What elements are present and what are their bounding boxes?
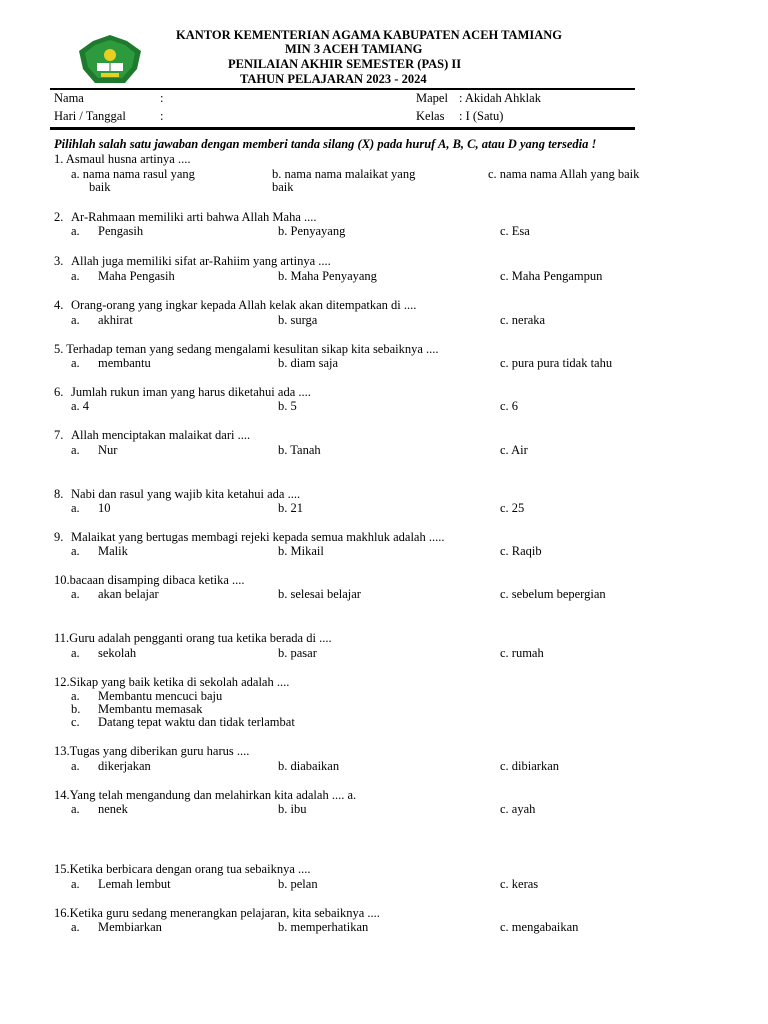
q2-option-c: c. Esa <box>500 224 530 238</box>
q16-option-a: Membiarkan <box>98 920 162 934</box>
question-4: Orang-orang yang ingkar kepada Allah kelak akan ditempatkan di .... <box>71 298 417 312</box>
q8-number: 8. <box>54 487 64 501</box>
q15-option-c: c. keras <box>500 877 539 891</box>
q2-option-a: Pengasih <box>98 224 144 238</box>
q15-option-a: Lemah lembut <box>98 877 171 891</box>
q3-option-a: Maha Pengasih <box>98 269 175 283</box>
mapel-value: : Akidah Ahklak <box>459 91 541 105</box>
q12-option-b-letter: b. <box>71 702 81 716</box>
header-exam: PENILAIAN AKHIR SEMESTER (PAS) II <box>228 57 462 71</box>
nama-colon: : <box>160 91 164 105</box>
question-3: Allah juga memiliki sifat ar-Rahiim yang artinya .... <box>71 254 331 268</box>
q1-option-b-cont: baik <box>272 180 294 194</box>
q11-option-a-letter: a. <box>71 646 80 660</box>
question-9: Malaikat yang bertugas membagi rejeki kepada semua makhluk adalah ..... <box>71 530 445 544</box>
q16-option-c: c. mengabaikan <box>500 920 579 934</box>
question-7: Allah menciptakan malaikat dari .... <box>71 428 251 442</box>
kelas-value: : I (Satu) <box>459 109 504 123</box>
q13-option-b: b. diabaikan <box>278 759 340 773</box>
q14-option-c: c. ayah <box>500 802 536 816</box>
q5-option-a: membantu <box>98 356 151 370</box>
question-1: 1. Asmaul husna artinya .... <box>54 152 191 166</box>
question-16: 16.Ketika guru sedang menerangkan pelajaran, kita sebaiknya .... <box>54 906 380 920</box>
header-rule-top <box>50 88 635 90</box>
q13-option-a: dikerjakan <box>98 759 151 773</box>
tanggal-label: Hari / Tanggal <box>54 109 126 123</box>
q6-option-a: a. 4 <box>71 399 90 413</box>
q1-option-a-cont: baik <box>89 180 111 194</box>
q8-option-a: 10 <box>98 501 111 515</box>
q10-option-b: b. selesai belajar <box>278 587 361 601</box>
q7-option-a: Nur <box>98 443 118 457</box>
q8-option-a-letter: a. <box>71 501 80 515</box>
q6-option-c: c. 6 <box>500 399 519 413</box>
q3-option-c: c. Maha Pengampun <box>500 269 603 283</box>
q15-option-a-letter: a. <box>71 877 80 891</box>
q5-option-c: c. pura pura tidak tahu <box>500 356 613 370</box>
header-school: MIN 3 ACEH TAMIANG <box>285 42 423 56</box>
q14-option-a-letter: a. <box>71 802 80 816</box>
question-15: 15.Ketika berbicara dengan orang tua sebaiknya .... <box>54 862 311 876</box>
q15-option-b: b. pelan <box>278 877 318 891</box>
q9-number: 9. <box>54 530 64 544</box>
q4-option-b: b. surga <box>278 313 318 327</box>
q12-option-a-letter: a. <box>71 689 80 703</box>
q4-option-a-letter: a. <box>71 313 80 327</box>
mapel-label: Mapel <box>416 91 448 105</box>
q9-option-a-letter: a. <box>71 544 80 558</box>
q3-option-a-letter: a. <box>71 269 80 283</box>
kemenag-logo-icon <box>75 33 145 87</box>
question-5: 5. Terhadap teman yang sedang mengalami kesulitan sikap kita sebaiknya .... <box>54 342 439 356</box>
question-13: 13.Tugas yang diberikan guru harus .... <box>54 744 250 758</box>
q4-option-a: akhirat <box>98 313 133 327</box>
q2-option-a-letter: a. <box>71 224 80 238</box>
q11-option-b: b. pasar <box>278 646 317 660</box>
q3-number: 3. <box>54 254 64 268</box>
q16-option-b: b. memperhatikan <box>278 920 369 934</box>
q12-option-a: Membantu mencuci baju <box>98 689 223 703</box>
q7-option-c: c. Air <box>500 443 528 457</box>
q4-option-c: c. neraka <box>500 313 546 327</box>
tanggal-colon: : <box>160 109 164 123</box>
q7-option-b: b. Tanah <box>278 443 321 457</box>
q5-option-b: b. diam saja <box>278 356 339 370</box>
q9-option-a: Malik <box>98 544 128 558</box>
q13-option-c: c. dibiarkan <box>500 759 560 773</box>
q4-number: 4. <box>54 298 64 312</box>
q1-option-c: c. nama nama Allah yang baik <box>488 167 640 181</box>
header-year: TAHUN PELAJARAN 2023 - 2024 <box>240 72 427 86</box>
q5-option-a-letter: a. <box>71 356 80 370</box>
q11-option-c: c. rumah <box>500 646 544 660</box>
q10-option-a: akan belajar <box>98 587 159 601</box>
q10-option-a-letter: a. <box>71 587 80 601</box>
question-12: 12.Sikap yang baik ketika di sekolah adalah .... <box>54 675 290 689</box>
q12-option-b: Membantu memasak <box>98 702 203 716</box>
header-office: KANTOR KEMENTERIAN AGAMA KABUPATEN ACEH TAMIANG <box>176 28 563 42</box>
q1-option-b: b. nama nama malaikat yang <box>272 167 416 181</box>
q2-number: 2. <box>54 210 64 224</box>
question-2: Ar-Rahmaan memiliki arti bahwa Allah Maha .... <box>71 210 317 224</box>
question-14: 14.Yang telah mengandung dan melahirkan kita adalah .... a. <box>54 788 357 802</box>
q7-option-a-letter: a. <box>71 443 80 457</box>
q12-option-c: Datang tepat waktu dan tidak terlambat <box>98 715 295 729</box>
q2-option-b: b. Penyayang <box>278 224 346 238</box>
q14-option-a: nenek <box>98 802 128 816</box>
q6-option-b: b. 5 <box>278 399 297 413</box>
q10-option-c: c. sebelum bepergian <box>500 587 606 601</box>
q16-option-a-letter: a. <box>71 920 80 934</box>
kelas-label: Kelas <box>416 109 445 123</box>
q1-option-a: a. nama nama rasul yang <box>71 167 195 181</box>
q9-option-c: c. Raqib <box>500 544 542 558</box>
q7-number: 7. <box>54 428 64 442</box>
q8-option-c: c. 25 <box>500 501 525 515</box>
q6-number: 6. <box>54 385 64 399</box>
question-6: Jumlah rukun iman yang harus diketahui ada .... <box>71 385 311 399</box>
question-11: 11.Guru adalah pengganti orang tua ketika berada di .... <box>54 631 332 645</box>
q3-option-b: b. Maha Penyayang <box>278 269 377 283</box>
q13-option-a-letter: a. <box>71 759 80 773</box>
q12-option-c-letter: c. <box>71 715 80 729</box>
nama-label: Nama <box>54 91 84 105</box>
question-8: Nabi dan rasul yang wajib kita ketahui ada .... <box>71 487 301 501</box>
header-rule-bottom <box>50 127 635 130</box>
q9-option-b: b. Mikail <box>278 544 324 558</box>
instruction: Pilihlah salah satu jawaban dengan memberi tanda silang (X) pada huruf A, B, C, atau D yang tersedia ! <box>54 137 597 151</box>
question-10: 10.bacaan disamping dibaca ketika .... <box>54 573 245 587</box>
q8-option-b: b. 21 <box>278 501 303 515</box>
q11-option-a: sekolah <box>98 646 137 660</box>
q14-option-b: b. ibu <box>278 802 307 816</box>
